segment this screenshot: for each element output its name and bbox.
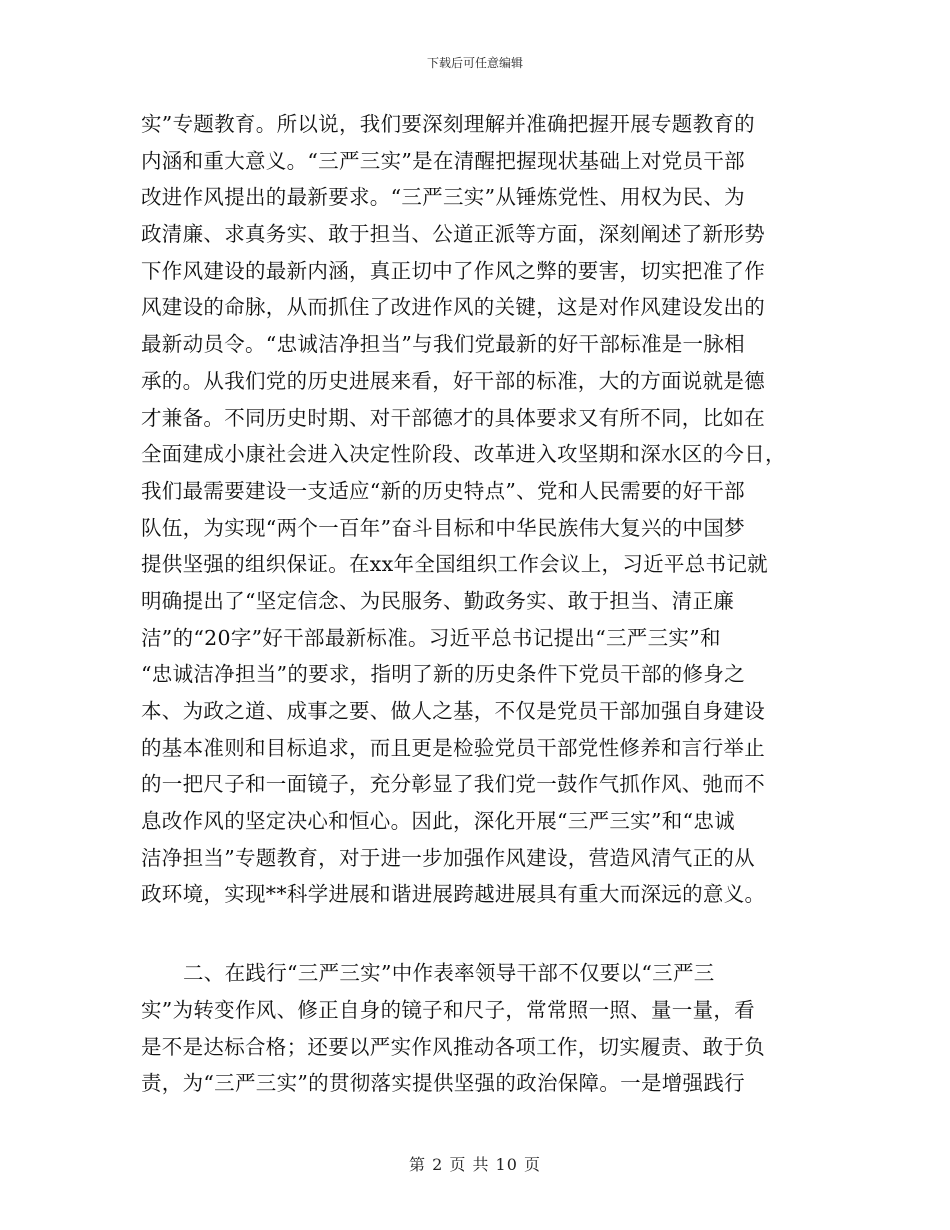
paragraph-line: 队伍，为实现“两个一百年”奋斗目标和中华民族伟大复兴的中国梦 — [141, 515, 745, 540]
paragraph-line: 实”为转变作风、修正自身的镜子和尺子，常常照一照、量一量，看 — [141, 997, 755, 1022]
paragraph-line: 本、为政之道、成事之要、做人之基，不仅是党员干部加强自身建设 — [141, 699, 765, 723]
paragraph-2 — [141, 955, 811, 1102]
paragraph-line: 是不是达标合格；还要以严实作风推动各项工作，切实履责、敢于负 — [141, 1034, 765, 1059]
paragraph-line: 的一把尺子和一面镜子，充分彰显了我们党一鼓作气抓作风、弛而不 — [141, 772, 765, 797]
paragraph-spacer — [141, 913, 811, 955]
paragraph-line: 政清廉、求真务实、敢于担当、公道正派等方面，深刻阐述了新形势 — [141, 222, 765, 247]
paragraph-line: 明确提出了“坚定信念、为民服务、勤政务实、敢于担当、清正廉 — [141, 588, 735, 613]
paragraph-line: 息改作风的坚定决心和恒心。因此，深化开展“三严三实”和“忠诚 — [141, 809, 735, 834]
paragraph-line: 责，为“三严三实”的贯彻落实提供坚强的政治保障。一是增强践行 — [141, 1071, 745, 1096]
paragraph-line: 我们最需要建设一支适应“新的历史特点”、党和人民需要的好干部 — [141, 478, 745, 503]
page-number-footer: 第 2 页 共 10 页 — [409, 1155, 541, 1174]
paragraph-line: 改进作风提出的最新要求。“三严三实”从锤炼党性、用权为民、为 — [141, 185, 745, 210]
document-body — [141, 106, 811, 1102]
paragraph-line: 洁净担当”专题教育，对于进一步加强作风建设，营造风清气正的从 — [141, 845, 755, 870]
paragraph-line: 二、在践行“三严三实”中作表率领导干部不仅要以“三严三 — [183, 961, 715, 986]
paragraph-line: 提供坚强的组织保证。在xx年全国组织工作会议上，习近平总书记就 — [141, 552, 768, 577]
paragraph-line: 才兼备。不同历史时期、对干部德才的具体要求又有所不同，比如在 — [141, 405, 765, 430]
paragraph-1 — [141, 106, 811, 913]
paragraph-line: 下作风建设的最新内涵，真正切中了作风之弊的要害，切实把准了作 — [141, 258, 765, 283]
paragraph-line: 政环境，实现**科学进展和谐进展跨越进展具有重大而深远的意义。 — [141, 882, 766, 907]
page-header: 下载后可任意编辑 — [426, 56, 523, 70]
paragraph-line: 风建设的命脉，从而抓住了改进作风的关键，这是对作风建设发出的 — [141, 295, 765, 320]
paragraph-line: 全面建成小康社会进入决定性阶段、改革进入攻坚期和深水区的今日， — [141, 442, 786, 467]
paragraph-line: 内涵和重大意义。“三严三实”是在清醒把握现状基础上对党员干部 — [141, 148, 745, 173]
paragraph-line: 最新动员令。“忠诚洁净担当”与我们党最新的好干部标准是一脉相 — [141, 332, 745, 357]
paragraph-line: 的基本准则和目标追求，而且更是检验党员干部党性修养和言行举止 — [141, 735, 765, 760]
paragraph-line: 洁”的“20字”好干部最新标准。习近平总书记提出“三严三实”和 — [141, 625, 721, 650]
paragraph-line: 承的。从我们党的历史进展来看，好干部的标准，大的方面说就是德 — [141, 368, 765, 393]
paragraph-line: 实”专题教育。所以说，我们要深刻理解并准确把握开展专题教育的 — [141, 112, 755, 136]
paragraph-line: “忠诚洁净担当”的要求，指明了新的历史条件下党员干部的修身之 — [141, 662, 745, 687]
